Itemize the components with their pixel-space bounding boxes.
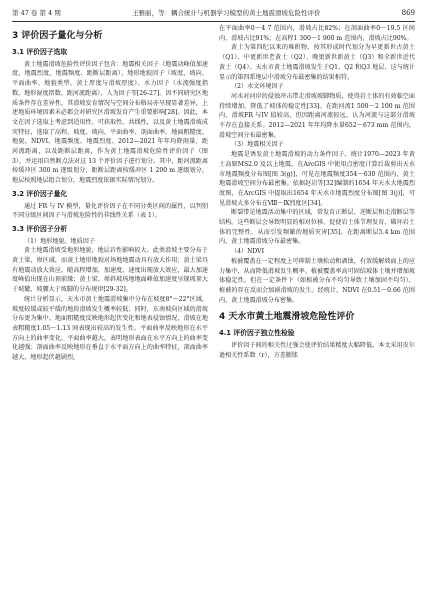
section-3-heading: 3 评价因子量化与分析	[12, 31, 103, 41]
ndvi-paragraph: 植被覆盖在一定程度上可抑制土壤松动和剥蚀，有效缓解坡面上的应力集中，从而降低滑坡发生概率。植被覆盖率高可固结坡体土壤并增加坡体稳定性，但在一定条件下（如植被分布不均匀导致土壤加固不均匀），植被的存在反而会加剧滑坡的发生。经统计，NDVI 在0.51～0.66 范围内，黄土地震滑坡分布密集。	[219, 257, 415, 304]
loess-strata-paragraph: 黄土为第四纪以来的堆积物，按其形成时代划分为早更新世古黄土（Q1）、中更新世老黄土（Q2）、晚更新世新黄土（Q3）和全新世近代黄土（Q4）。天水市黄土地震滑坡发生于Q1、Q2 和Q3 地层，这与统计显示的第四系地层中滑坡分布最密集的结果相符。	[219, 44, 415, 81]
section-3-2-heading: 3.2 评价因子量化	[12, 189, 68, 198]
subsection-terrain-heading: （1）地形地貌、地质因子	[24, 237, 95, 245]
earthquake-paragraph-2: 断裂带是地震活动集中的区域，常发育正断层、逆断层和走滑断层等结构。这些断层会导致明显的相对位移，促使岩土体节理发育，破坏岩土体的完整性，从而引发频繁的地质灾害[35]。在距离断层5.4 km 范围内，黄土地震滑坡分布最密集。	[219, 209, 415, 246]
header-rule	[12, 21, 415, 22]
page-number: 869	[401, 9, 415, 17]
section-3-3-heading: 3.3 评价因子分析	[12, 224, 68, 233]
left-column	[12, 24, 208, 363]
right-intro-paragraph: 在平面曲率0～4 7 范围内，滑坡占比82%；在剖面曲率0～19.5 区间内，滑坡占比91%；在高程1 300～1 900 m 范围内，滑坡占比90%。	[219, 25, 415, 42]
right-column	[219, 24, 415, 361]
section-4-1-paragraph: 评价因子间的相关性过强会使评价结果精度大幅降低。本文采用皮尔逊相关性系数（r），方差膨胀	[219, 342, 415, 359]
section-3-1-paragraph: 黄土地震滑坡危险性评价因子包含：地震相关因子（地震动峰值加速度、地震烈度、地震频度、距断层距离）、地形地貌因子（坡度、坡向、平面曲率、地貌类型、黄土厚度与滑坡厚度）、水力因子（水流强度指数、地形湿度指数、距河流距离）、人为因子等[26-27]。因不同研究区地质条件存在差异性，其滑坡发育情况与空间分布格局亦呈现显著差异，上述地质环境因素未必都会对研究区滑坡发育产生重要影响[28]。因此，本文在因子选取上考虑到适用性、可获取性、共线性，以及黄土地震滑坡成灾特征，选取了高程、坡度、坡向、平面曲率、剖面曲率、地面粗糙度、地貌、NDVI、地震频度、地震烈度、2012—2021 年年均降雨量、距河流距离，以及距断层距离，作为黄土地震滑坡危险性评价因子（图 3），并运用自然断点法对这 13 个评价因子进行划分。其中，距河流距离按缓冲区 300 m 逐级划分，距断层距离按缓冲区 1 200 m 逐级划分，地层按照地层组合划分，地震烈度依据实际情况划分。	[12, 60, 208, 185]
earthquake-paragraph-1: 地震是诱发黄土地震滑坡的动力条件因子。统计1970—2023 年黄土高原MS2.0 及以上地震，在ArcGIS 中使用点密度计算后裁剪出天水市地震频度分布图[图 3(g)]，可见在地震频度354～630 范围内，黄土地震滑坡空间分布最密集。依据赵岩等[32]编制的1654 年天水大地震烈度图，在ArcGIS 中提取出1654 年天水市地震烈度分布图[图 3(j)]，可见滑坡大多分布在Ⅷ～Ⅸ烈度区[34]。	[219, 151, 415, 207]
running-title: 王雅丽，等：耦合统计与机器学习模型的黄土地震滑坡危险性评价	[132, 9, 321, 17]
subsection-earthquake-heading: （3）地震相关因子	[231, 141, 284, 149]
terrain-paragraph-1: 黄土地震滑坡受地形地貌、地层岩性影响较大。此类滑坡主要分布于黄土梁、峁区域，而黄土地形地貌对场地地震动具有放大作用；黄土梁具有地震动放大效应，随高程增加，加速度、速度出现放大效应，最大加速度峰值出现在山顶前缘；黄土梁、峁斜坡场地地面峰值加速度呈现坡顶大于坡麓、坡腰大于坡脚的分布规律[29-32]。	[12, 247, 208, 294]
section-4-1-heading: 4.1 评价因子独立性检验	[219, 329, 295, 338]
subsection-ndvi-heading: （4）NDVI	[231, 248, 264, 256]
section-4-heading: 4 天水市黄土地震滑坡危险性评价	[219, 312, 355, 323]
running-header	[12, 6, 415, 20]
section-3-2-paragraph: 通过 FR 与 IV 模型，量化评价因子在不同分类区间的属性，以判别不同分级区间因子与滑坡危险性的非线性关系（表 1）。	[12, 202, 208, 220]
hydrology-paragraph: 河水对河岸的侵蚀冲击带走滑坡坡脚物质，使得岩土体的有效临空面持续增加，降低了坡体的稳定性[33]。在距河流1 500～2 100 m 范围内，滑坡FR 与IV 值较高，但因距离河流较远，认为河流与这部分滑坡不存在直接关系。2012—2021 年年均降水量652～673 mm 范围内，滑坡空间分布最密集。	[219, 92, 415, 139]
section-3-1-heading: 3.1 评价因子选取	[12, 48, 68, 56]
subsection-hydrology-heading: （2）水文环境因子	[231, 83, 284, 91]
terrain-paragraph-2: 统计分析显示，天水市黄土地震滑坡集中分布在坡度8°～22°区域，坡度较缓或较平缓的地段滑坡发生概率较低；同时，东南坡向区域的滑坡分布更为集中。地面粗糙度反映地形起伏变化和地表侵蚀情况，滑坡在地表粗糙度1.05～1.13 间表现出较高的发生性。平面曲率反映地形在水平方向上的曲率变化，平面曲率越大，表明地形表面在水平方向上的曲率变化越强；剖面曲率反映地形在垂直于水平面方向上的曲率特征，剖面曲率越大，地形起伏越剧烈。	[12, 295, 208, 362]
journal-volume-issue: 第 47 卷 第 4 期	[12, 9, 61, 17]
